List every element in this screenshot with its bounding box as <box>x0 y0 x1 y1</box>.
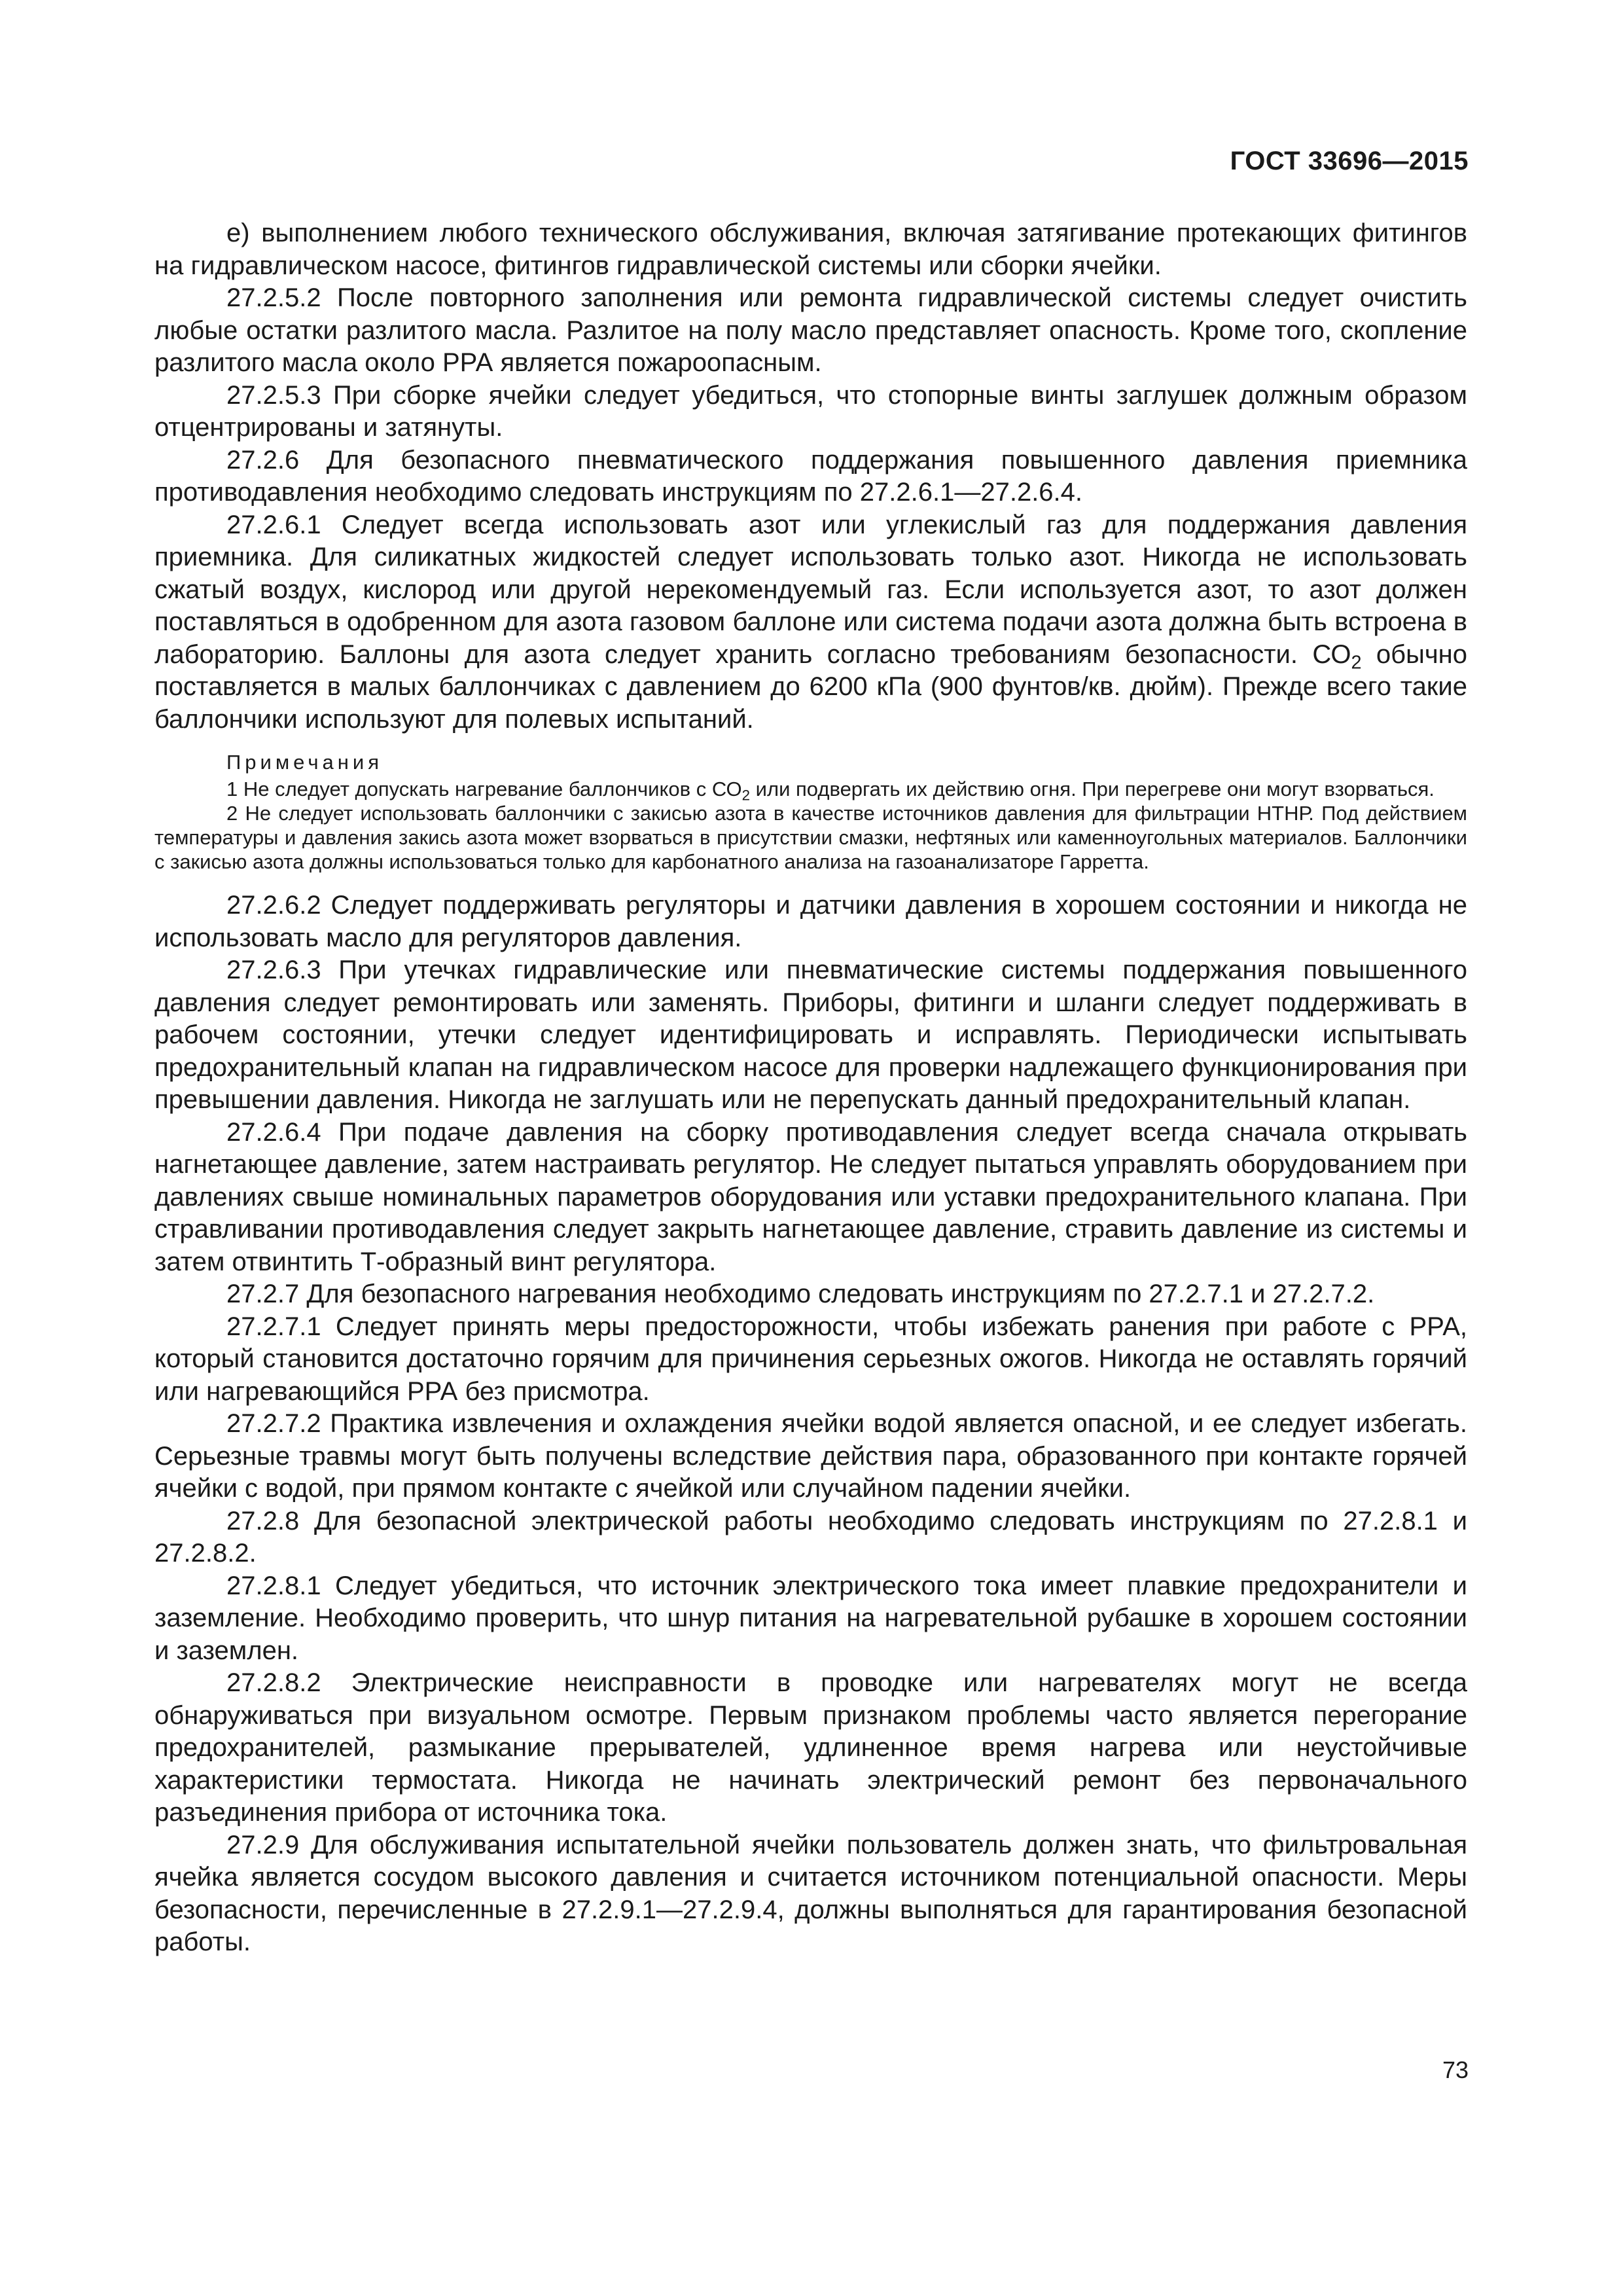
paragraph: е) выполнением любого технического обслуживания, включая затягивание протекающих фитингов на гидравлическом насосе, фитингов гидравлической системы или сборки ячейки. <box>154 219 1467 280</box>
notes-title: Примечания <box>226 751 383 774</box>
text-run: 27.2.6.1 Следует всегда использовать азот или углекислый газ для поддержания давления приемника. Для силикатных жидкостей следует использовать только азот. Никогда не использовать сжатый воздух, кислород или другой нерекомендуемый газ. Если используется азот, то азот должен поставляться в одобренном для азота газовом баллоне или система подачи азота должна быть встроена в лабораторию. Баллоны для азота следует хранить согласно требованиям безопасности. СО <box>154 510 1467 669</box>
paragraph-co2 <box>154 509 1467 736</box>
paragraph: 27.2.9 Для обслуживания испытательной ячейки пользователь должен знать, что фильтровальная ячейка является сосудом высокого давления и считается источником потенциальной опасности. Меры безопасности, перечисленные в 27.2.9.1—27.2.9.4, должны выполняться для гарантирования безопасной работы. <box>154 1830 1467 1956</box>
text-run: обычно поставляется в малых баллончиках с давлением до 6200 кПа (900 фунтов/кв. дюйм). Прежде всего такие баллончики используют для полевых испытаний. <box>154 639 1467 734</box>
document-code: ГОСТ 33696—2015 <box>1230 147 1469 175</box>
paragraph: 27.2.6.4 При подаче давления на сборку противодавления следует всегда сначала открывать нагнетающее давление, затем настраивать регулятор. Не следует пытаться управлять оборудованием при давлениях свыше номинальных параметров оборудования или уставки предохранительного клапана. При стравливании противодавления следует закрыть нагнетающее давление, стравить давление из системы и затем отвинтить Т-образный винт регулятора. <box>154 1117 1467 1276</box>
note-2: 2 Не следует использовать баллончики с закисью азота в качестве источников давления для фильтрации НТНР. Под действием температуры и давления закись азота может взорваться в присутствии смазки, нефтяных или каменноугольных материалов. Баллончики с закисью азота должны использоваться только для карбонатного анализа на газоанализаторе Гарретта. <box>154 802 1467 873</box>
document-body <box>154 217 1467 1959</box>
page-number: 73 <box>1442 2056 1469 2083</box>
subscript: 2 <box>1351 652 1362 673</box>
paragraph: 27.2.6.3 При утечках гидравлические или пневматические системы поддержания повышенного давления следует ремонтировать или заменять. Приборы, фитинги и шланги следует поддерживать в рабочем состоянии, утечки следует идентифицировать и исправлять. Периодически испытывать предохранительный клапан на гидравлическом насосе для проверки надлежащего функционирования при превышении давления. Никогда не заглушать или не перепускать данный предохранительный клапан. <box>154 956 1467 1114</box>
paragraph: 27.2.7.1 Следует принять меры предосторожности, чтобы избежать ранения при работе с РРА, который становится достаточно горячим для причинения серьезных ожогов. Никогда не оставлять горячий или нагревающийся РРА без присмотра. <box>154 1312 1467 1406</box>
paragraph: 27.2.5.3 При сборке ячейки следует убедиться, что стопорные винты заглушек должным образом отцентрированы и затянуты. <box>154 380 1467 442</box>
subscript: 2 <box>741 787 751 804</box>
paragraph: 27.2.8.1 Следует убедиться, что источник электрического тока имеет плавкие предохранители и заземление. Необходимо проверить, что шнур питания на нагревательной рубашке в хорошем состоянии и заземлен. <box>154 1571 1467 1665</box>
paragraph: 27.2.8 Для безопасной электрической работы необходимо следовать инструкциям по 27.2.8.1 и 27.2.8.2. <box>154 1506 1467 1568</box>
notes-block <box>154 750 1467 874</box>
text-run: или подвергать их действию огня. При перегреве они могут взорваться. <box>750 778 1435 800</box>
paragraph: 27.2.6.2 Следует поддерживать регуляторы и датчики давления в хорошем состоянии и никогда не использовать масло для регуляторов давления. <box>154 891 1467 952</box>
paragraph: 27.2.7 Для безопасного нагревания необходимо следовать инструкциям по 27.2.7.1 и 27.2.7.2. <box>226 1280 1375 1308</box>
note-1 <box>154 777 1467 804</box>
paragraph: 27.2.8.2 Электрические неисправности в проводке или нагревателях могут не всегда обнаруживаться при визуальном осмотре. Первым признаком проблемы часто является перегорание предохранителей, размыкание прерывателей, удлиненное время нагрева или неустойчивые характеристики термостата. Никогда не начинать электрический ремонт без первоначального разъединения прибора от источника тока. <box>154 1668 1467 1827</box>
text-run: 1 Не следует допускать нагревание баллончиков с СО <box>226 778 742 800</box>
paragraph: 27.2.5.2 После повторного заполнения или ремонта гидравлической системы следует очистить любые остатки разлитого масла. Разлитое на полу масло представляет опасность. Кроме того, скопление разлитого масла около РРА является пожароопасным. <box>154 283 1467 377</box>
paragraph: 27.2.7.2 Практика извлечения и охлаждения ячейки водой является опасной, и ее следует избегать. Серьезные травмы могут быть получены вследствие действия пара, образованного при контакте горячей ячейки с водой, при прямом контакте с ячейкой или случайном падении ячейки. <box>154 1409 1467 1503</box>
paragraph: 27.2.6 Для безопасного пневматического поддержания повышенного давления приемника противодавления необходимо следовать инструкциям по 27.2.6.1—27.2.6.4. <box>154 445 1467 507</box>
